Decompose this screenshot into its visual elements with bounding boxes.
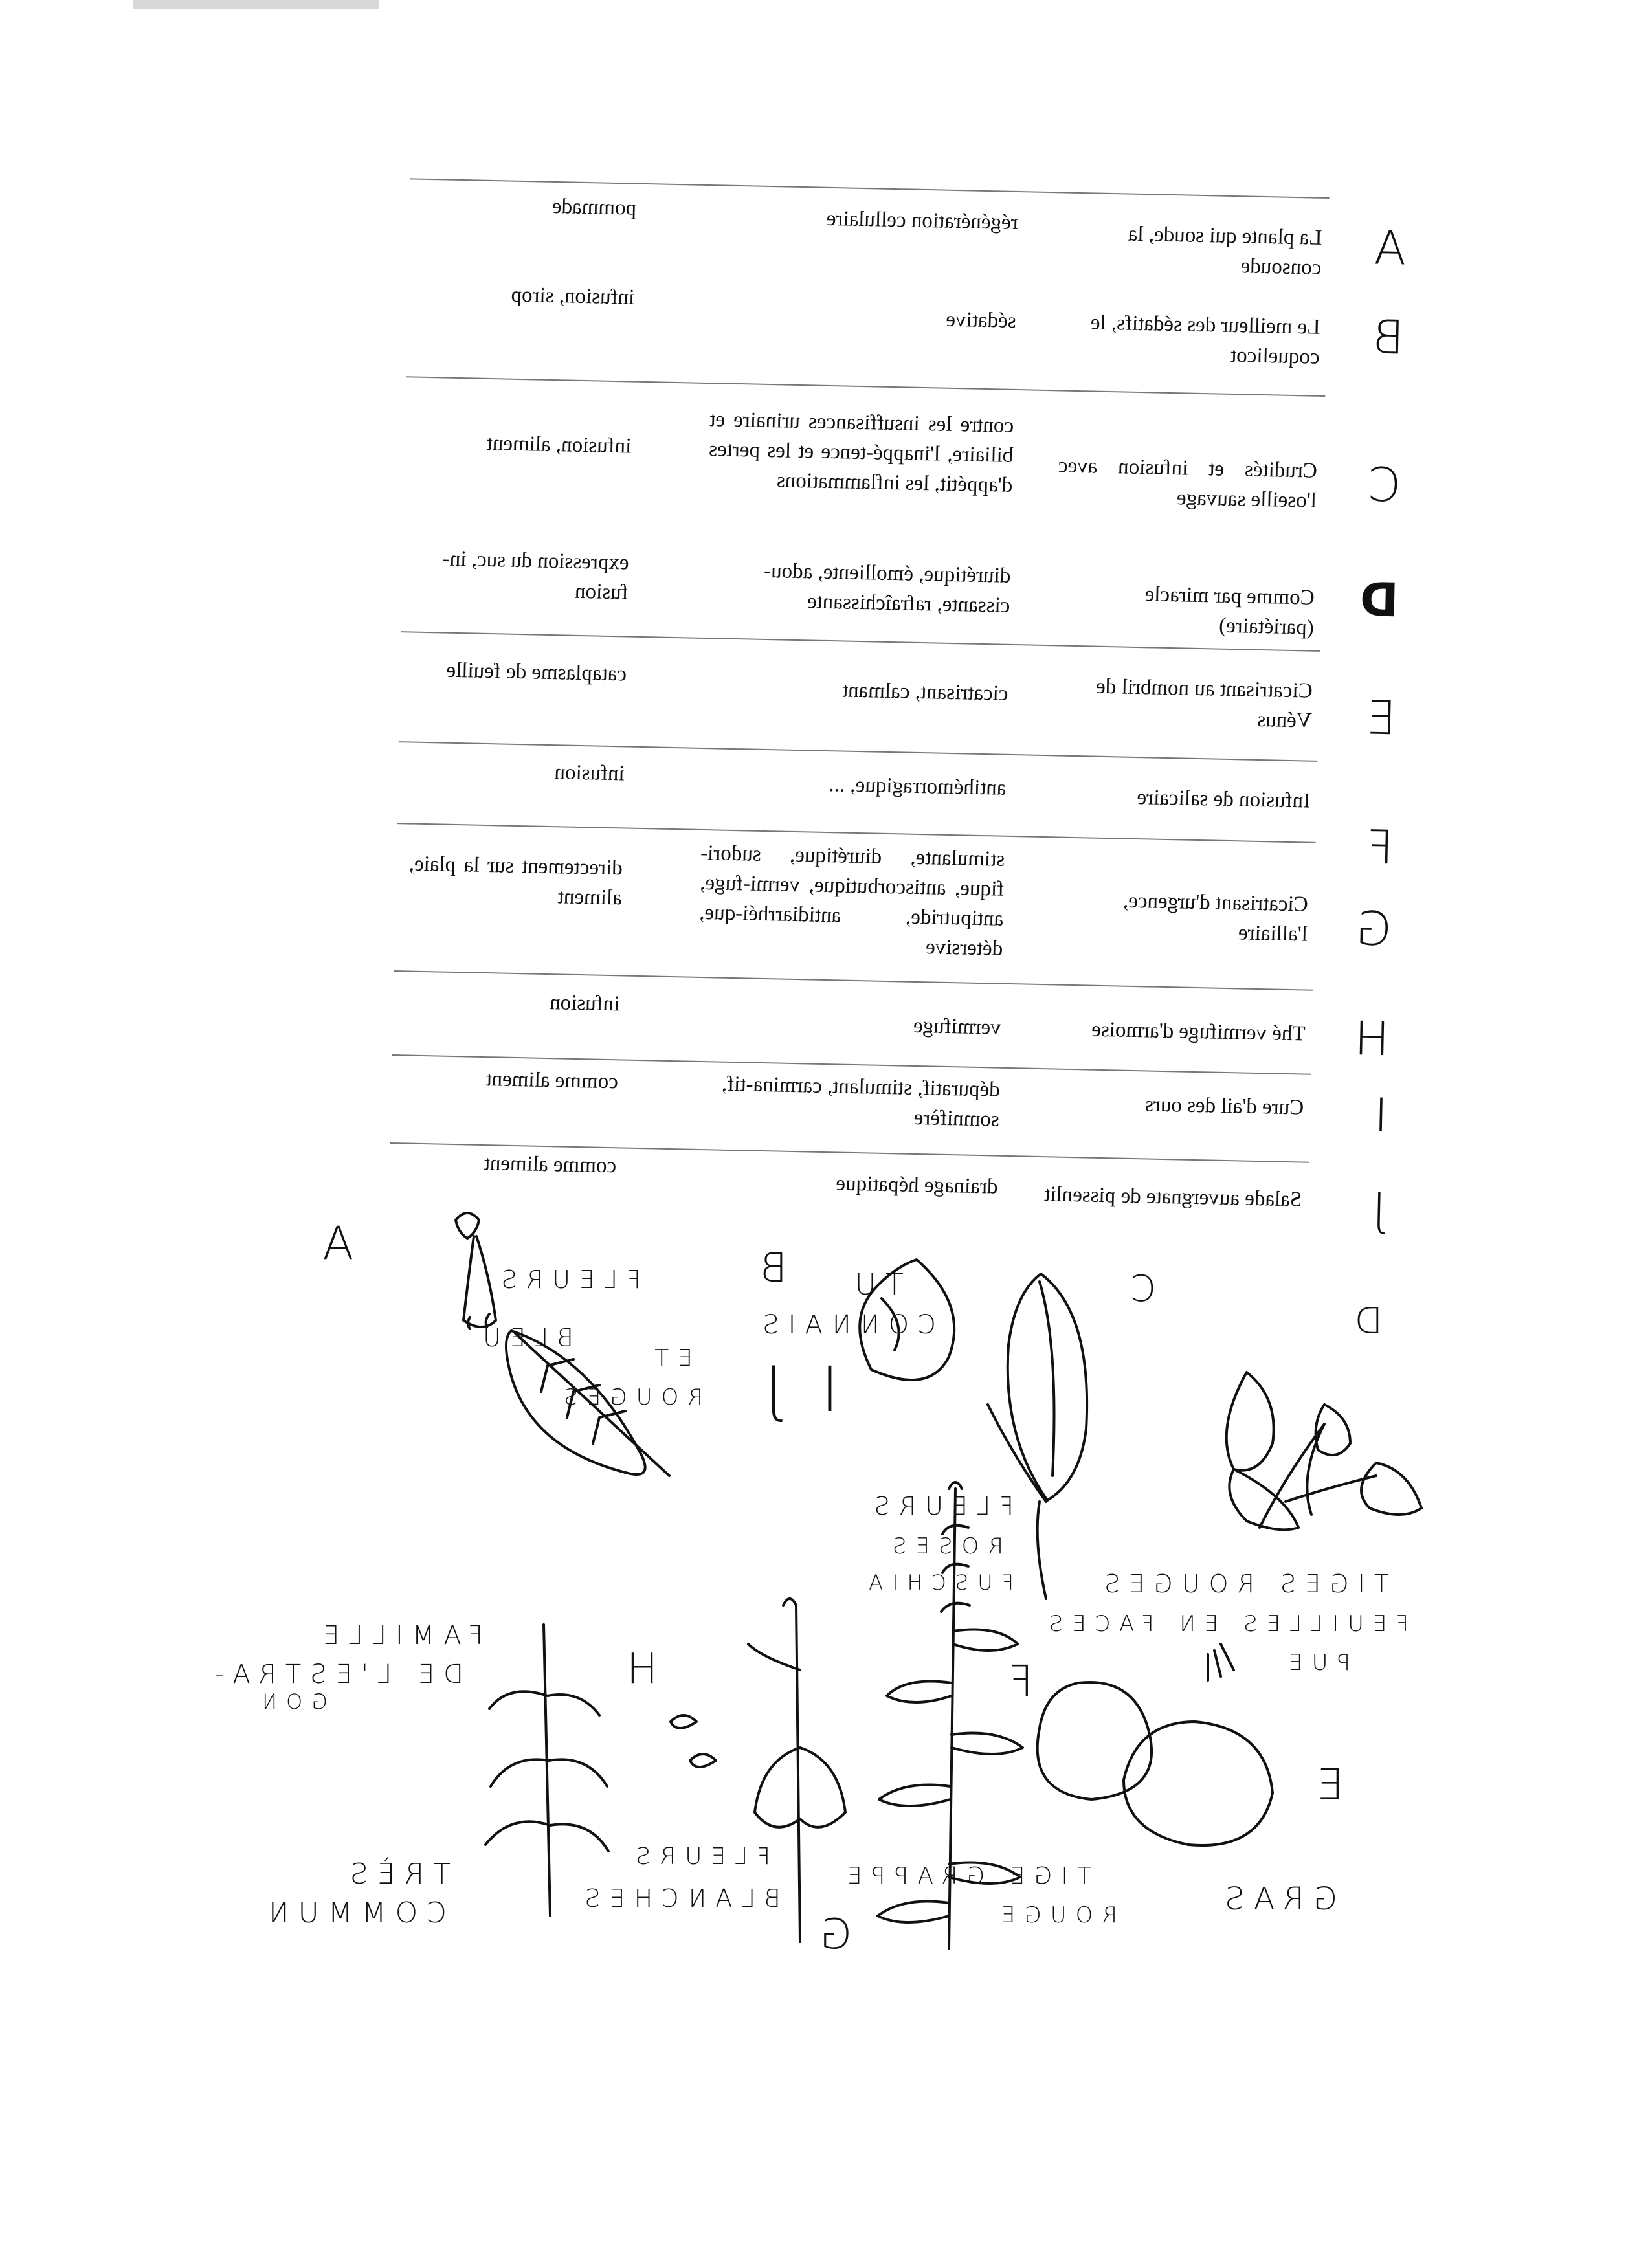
remedy-name: Comme par miracle (pariétaire) xyxy=(1144,583,1315,639)
remedy-properties: stimulante, diurétique, sudori-fique, antiscorbutique, vermi-fuge, antiputride, antidiarrhéi-que, détersive xyxy=(698,841,1005,961)
remedy-properties: antihémorragique, ... xyxy=(829,773,1007,800)
remedy-usage: cataplasme de feuille xyxy=(446,658,627,686)
remedy-properties: régénération cellulaire xyxy=(826,206,1019,234)
label-blanches: BLANCHES xyxy=(575,1884,781,1913)
label-roses: ROSES xyxy=(883,1533,1003,1559)
remedy-usage: infusion, aliment xyxy=(486,431,632,458)
remedy-name: Cicatrisant d'urgence, l'alliaire xyxy=(1122,889,1309,946)
sketch-parietaria xyxy=(1227,1372,1421,1529)
label-rouge: ROUGE xyxy=(992,1902,1117,1928)
sketch-letter-g: G xyxy=(810,1911,852,1959)
label-gon: GON xyxy=(252,1689,328,1714)
remedy-usage: directement sur la plaie, aliment xyxy=(408,852,623,910)
sketch-consoude-flower xyxy=(456,1213,496,1329)
flower-tip xyxy=(456,1213,479,1238)
flower-bell xyxy=(463,1236,496,1327)
sketch-letter-c: C xyxy=(1121,1268,1156,1310)
label-fuschia: FUSCHIA xyxy=(860,1570,1014,1595)
remedy-usage: comme aliment xyxy=(484,1151,617,1178)
label-famille: FAMILLE xyxy=(314,1621,483,1651)
label-tige-grappe: TIGE GRAPPE xyxy=(838,1863,1091,1889)
label-pue: PUE xyxy=(1280,1650,1350,1676)
garlic-mustard-stem xyxy=(796,1605,800,1942)
remedy-properties: drainage hépatique xyxy=(836,1172,998,1199)
row-letter: E xyxy=(1366,690,1397,746)
sketch-letter-d: D xyxy=(1345,1300,1383,1342)
label-bleu: BLEU xyxy=(474,1324,573,1352)
row-letter: H xyxy=(1353,1011,1390,1067)
remedy-usage: infusion xyxy=(554,761,625,786)
row-letter: C xyxy=(1368,457,1402,513)
sketch-letter-f: F xyxy=(999,1656,1033,1706)
remedy-name: Cure d'ail des ours xyxy=(1144,1093,1304,1120)
remedy-usage: infusion xyxy=(549,991,620,1016)
remedy-properties: sédative xyxy=(946,307,1016,333)
row-letter: F xyxy=(1366,819,1394,875)
sketch-letter-e: E xyxy=(1308,1760,1344,1810)
navelwort-buds xyxy=(1208,1644,1234,1680)
label-fleurs: FLEURS xyxy=(492,1265,641,1294)
remedy-usage: comme aliment xyxy=(485,1067,619,1094)
row-letter: J xyxy=(1371,1182,1386,1238)
mugwort-stem xyxy=(544,1625,550,1916)
label-connais: CONNAIS xyxy=(753,1310,936,1340)
sketch-letter-a: A xyxy=(313,1217,353,1270)
sketch-mugwort xyxy=(485,1625,608,1916)
garlic-mustard-buds xyxy=(748,1599,800,1670)
row-letter: I xyxy=(1373,1087,1388,1143)
remedy-properties: diurétique, émolliente, adou-cissante, rafraîchissante xyxy=(763,559,1011,617)
garlic-mustard-flowers xyxy=(671,1715,716,1767)
navelwort-leaf-2 xyxy=(1124,1722,1273,1845)
row-letter: G xyxy=(1355,901,1392,957)
label-commun: COMMUN xyxy=(258,1896,447,1929)
parietaria-leaf-3 xyxy=(1361,1463,1421,1515)
remedy-properties: vermifuge xyxy=(913,1014,1002,1040)
sketch-letters-ij: I J xyxy=(755,1353,839,1426)
label-et: ET xyxy=(645,1345,693,1372)
row-letter: A xyxy=(1373,220,1407,276)
remedy-name: Cicatrisant au nombril de Vénus xyxy=(1095,674,1313,733)
label-fleurs-2: FLEURS xyxy=(865,1492,1014,1520)
label-tres: TRÈS xyxy=(340,1858,451,1891)
remedy-name: Crudités et infusion avec l'oseille sauvage xyxy=(1058,454,1318,513)
parietaria-leaf-1 xyxy=(1227,1372,1274,1471)
parietaria-stems xyxy=(1260,1424,1376,1528)
remedy-name: Infusion de salicaire xyxy=(1137,786,1311,813)
label-de-lestragon: DE L'ESTRA- xyxy=(205,1660,463,1689)
label-gras: GRAS xyxy=(1216,1881,1337,1917)
sketch-navelwort xyxy=(1038,1644,1273,1845)
label-rouges: ROUGES xyxy=(555,1384,703,1410)
remedy-name: Salade auvergnate de pissenlit xyxy=(1043,1183,1302,1212)
remedy-name: La plante qui soude, la consoude xyxy=(1128,222,1322,280)
row-letter: B xyxy=(1373,309,1405,365)
sketch-letter-b: B xyxy=(752,1244,787,1291)
garlic-mustard-leaf xyxy=(755,1748,845,1827)
sorrel-vein-2 xyxy=(1040,1282,1054,1476)
remedy-name: Le meilleur des sédatifs, le coquelicot xyxy=(1090,311,1320,369)
row-letter: D xyxy=(1359,572,1399,628)
label-tu: TU xyxy=(845,1267,904,1302)
sorrel-leaf-2 xyxy=(1008,1274,1087,1500)
label-feuilles-en-faces: FEUILLES EN FACES xyxy=(1040,1611,1409,1637)
remedy-usage: pommade xyxy=(551,194,637,220)
remedy-properties: dépuratif, stimulant, carmina-tif, somnifère xyxy=(721,1072,1001,1131)
remedy-usage: expression du suc, in-fusion xyxy=(442,547,629,605)
navelwort-leaf-1 xyxy=(1038,1682,1152,1799)
remedy-properties: cicatrisant, calmant xyxy=(841,678,1008,706)
remedy-name: Thé vermifuge d'armoise xyxy=(1091,1017,1306,1046)
sketch-letter-h: H xyxy=(617,1645,658,1693)
remedy-usage: infusion, sirop xyxy=(511,283,635,309)
label-tiges-rouges: TIGES ROUGES xyxy=(1095,1570,1389,1598)
scan-smudge xyxy=(133,0,379,9)
label-fleurs-3: FLEURS xyxy=(627,1843,770,1870)
remedy-properties: contre les insuffisances urinaire et biliaire, l'inappé-tence et les pertes d'appétit, les inflammations xyxy=(708,408,1014,497)
